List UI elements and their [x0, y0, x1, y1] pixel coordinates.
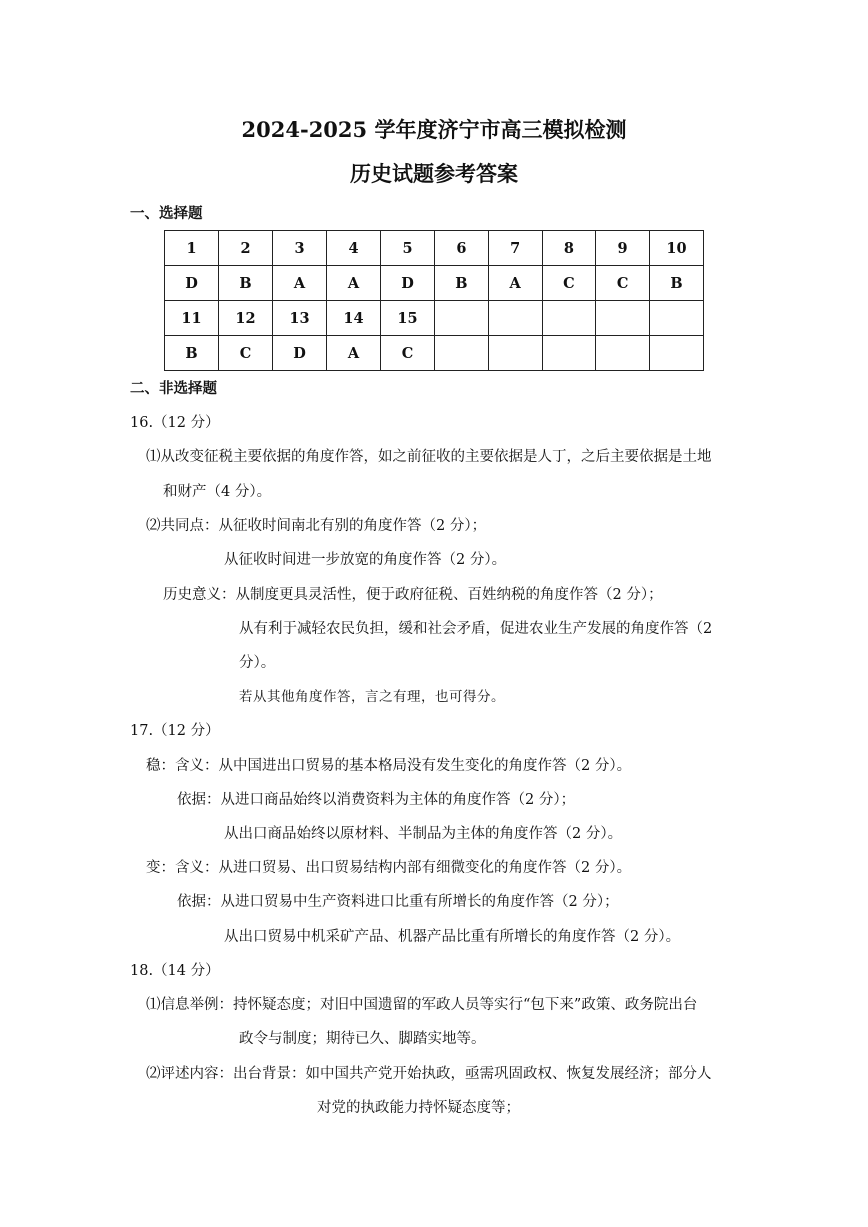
q16-part3-line3: 分）。 — [239, 655, 276, 671]
question-number-cell: 9 — [596, 231, 650, 266]
q17-line4: 变：含义：从进口贸易、出口贸易结构内部有细微变化的角度作答（2 分）。 — [146, 860, 632, 876]
question-number-cell: 15 — [381, 301, 435, 336]
question-number-cell — [488, 301, 542, 336]
answer-cell: D — [165, 266, 219, 301]
q16-part3-line1: 历史意义：从制度更具灵活性，便于政府征税、百姓纳税的角度作答（2 分）； — [163, 587, 663, 603]
answer-cell: A — [327, 336, 381, 371]
q17-line6: 从出口贸易中机采矿产品、机器产品比重有所增长的角度作答（2 分）。 — [224, 929, 681, 945]
answer-cell: C — [219, 336, 273, 371]
section-heading-choice: 一、选择题 — [130, 205, 203, 222]
page-subtitle: 历史试题参考答案 — [350, 161, 518, 186]
answer-table-answer-row — [165, 266, 704, 301]
q16-heading: 16.（12 分） — [130, 415, 220, 431]
answer-cell — [542, 336, 596, 371]
answer-table — [164, 230, 704, 371]
question-number-cell — [596, 301, 650, 336]
q18-line3: ⑵评述内容：出台背景：如中国共产党开始执政，亟需巩固政权、恢复发展经济；部分人 — [146, 1066, 712, 1082]
question-number-cell: 12 — [219, 301, 273, 336]
q17-line5: 依据：从进口贸易中生产资料进口比重有所增长的角度作答（2 分）； — [177, 894, 619, 910]
question-number-cell: 2 — [219, 231, 273, 266]
answer-cell: C — [596, 266, 650, 301]
question-number-cell: 8 — [542, 231, 596, 266]
section-heading-nonchoice: 二、非选择题 — [130, 380, 217, 397]
answer-cell: C — [381, 336, 435, 371]
answer-table-answer-row — [165, 336, 704, 371]
q16-note: 若从其他角度作答，言之有理，也可得分。 — [239, 689, 505, 705]
answer-cell: A — [488, 266, 542, 301]
answer-cell — [649, 336, 703, 371]
answer-cell: B — [219, 266, 273, 301]
q18-line2: 政令与制度；期待已久、脚踏实地等。 — [239, 1031, 486, 1047]
q17-line2: 依据：从进口商品始终以消费资料为主体的角度作答（2 分）； — [177, 792, 576, 808]
q17-line3: 从出口商品始终以原材料、半制品为主体的角度作答（2 分）。 — [224, 826, 623, 842]
q16-part1-line1: ⑴从改变征税主要依据的角度作答，如之前征收的主要依据是人丁，之后主要依据是土地 — [146, 449, 712, 465]
question-number-cell: 7 — [488, 231, 542, 266]
question-number-cell — [649, 301, 703, 336]
answer-cell: D — [273, 336, 327, 371]
q18-line4: 对党的执政能力持怀疑态度等； — [317, 1100, 520, 1116]
question-number-cell: 4 — [327, 231, 381, 266]
answer-cell: B — [165, 336, 219, 371]
answer-cell: A — [273, 266, 327, 301]
question-number-cell: 11 — [165, 301, 219, 336]
answer-cell — [488, 336, 542, 371]
q16-part2-line1: ⑵共同点：从征收时间南北有别的角度作答（2 分）； — [146, 518, 487, 534]
answer-cell — [435, 336, 489, 371]
answer-cell — [596, 336, 650, 371]
answer-table-number-row — [165, 231, 704, 266]
page-title: 2024-2025 学年度济宁市高三模拟检测 — [241, 117, 627, 142]
q17-heading: 17.（12 分） — [130, 723, 220, 739]
q18-heading: 18.（14 分） — [130, 963, 220, 979]
question-number-cell — [435, 301, 489, 336]
question-number-cell: 1 — [165, 231, 219, 266]
question-number-cell — [542, 301, 596, 336]
answer-cell: B — [435, 266, 489, 301]
q16-part3-line2: 从有利于减轻农民负担，缓和社会矛盾，促进农业生产发展的角度作答（2 — [239, 621, 713, 637]
q16-part2-line2: 从征收时间进一步放宽的角度作答（2 分）。 — [224, 552, 507, 568]
question-number-cell: 10 — [649, 231, 703, 266]
question-number-cell: 6 — [435, 231, 489, 266]
answer-cell: B — [649, 266, 703, 301]
question-number-cell: 14 — [327, 301, 381, 336]
answer-cell: C — [542, 266, 596, 301]
answer-cell: D — [381, 266, 435, 301]
answer-cell: A — [327, 266, 381, 301]
q16-part1-line2: 和财产（4 分）。 — [163, 484, 272, 500]
answer-table-number-row — [165, 301, 704, 336]
q17-line1: 稳：含义：从中国进出口贸易的基本格局没有发生变化的角度作答（2 分）。 — [146, 758, 632, 774]
question-number-cell: 13 — [273, 301, 327, 336]
question-number-cell: 3 — [273, 231, 327, 266]
question-number-cell: 5 — [381, 231, 435, 266]
q18-line1: ⑴信息举例：持怀疑态度；对旧中国遗留的军政人员等实行“包下来”政策、政务院出台 — [146, 997, 698, 1013]
